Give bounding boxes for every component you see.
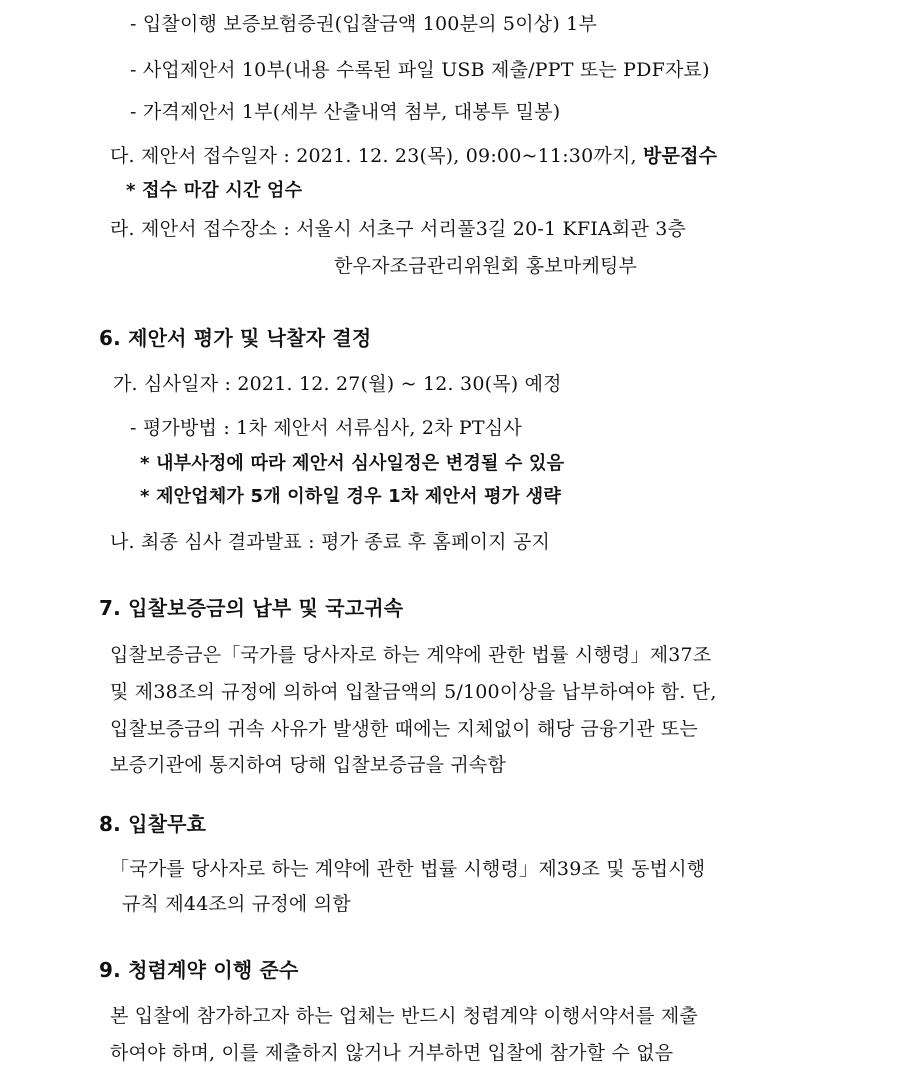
section-9-heading: 9. 청렴계약 이행 준수 [99,958,299,982]
receipt-date-line [110,144,717,168]
section-7-text-line-4: 보증기관에 통지하여 당해 입찰보증금을 귀속함 [110,754,507,776]
section-6-heading: 6. 제안서 평가 및 낙찰자 결정 [99,326,372,350]
evaluation-skip-note: * 제안업체가 5개 이하일 경우 1차 제안서 평가 생략 [140,486,561,507]
section-9-text-line-1: 본 입찰에 참가하고자 하는 업체는 반드시 청렴계약 이행서약서를 제출 [110,1005,698,1027]
visit-receipt-label: 방문접수 [642,145,718,167]
receipt-date-text: 다. 제안서 접수일자 : 2021. 12. 23(목), 09:00~11:30까지, [110,145,643,167]
section-8-text-line-1: 「국가를 당사자로 하는 계약에 관한 법률 시행령」제39조 및 동법시행 [110,858,706,880]
deadline-note: * 접수 마감 시간 엄수 [126,180,303,201]
section-7-text-line-2: 및 제38조의 규정에 의하여 입찰금액의 5/100이상을 납부하여야 함. 단, [110,681,717,703]
section-8-text-line-2: 규칙 제44조의 규정에 의함 [122,893,351,915]
submission-item-proposal: - 사업제안서 10부(내용 수록된 파일 USB 제출/PPT 또는 PDF자료) [130,59,710,81]
receipt-place-line: 라. 제안서 접수장소 : 서울시 서초구 서리풀3길 20-1 KFIA회관 3층 [110,218,687,240]
schedule-change-note: * 내부사정에 따라 제안서 심사일정은 변경될 수 있음 [140,453,565,474]
review-date-line: 가. 심사일자 : 2021. 12. 27(월) ~ 12. 30(목) 예정 [113,373,562,395]
receipt-place-line-2: 한우자조금관리위원회 홍보마케팅부 [334,255,638,277]
final-result-line: 나. 최종 심사 결과발표 : 평가 종료 후 홈페이지 공지 [110,531,551,553]
submission-item-price: - 가격제안서 1부(세부 산출내역 첨부, 대봉투 밀봉) [130,101,561,123]
section-7-heading: 7. 입찰보증금의 납부 및 국고귀속 [99,596,404,620]
submission-item-guarantee: - 입찰이행 보증보험증권(입찰금액 100분의 5이상) 1부 [130,13,598,35]
section-7-text-line-3: 입찰보증금의 귀속 사유가 발생한 때에는 지체없이 해당 금융기관 또는 [110,718,698,740]
evaluation-method-line: - 평가방법 : 1차 제안서 서류심사, 2차 PT심사 [130,417,522,439]
section-9-text-line-2: 하여야 하며, 이를 제출하지 않거나 거부하면 입찰에 참가할 수 없음 [110,1042,674,1064]
section-7-text-line-1: 입찰보증금은「국가를 당사자로 하는 계약에 관한 법률 시행령」제37조 [110,644,712,666]
section-8-heading: 8. 입찰무효 [99,812,207,836]
